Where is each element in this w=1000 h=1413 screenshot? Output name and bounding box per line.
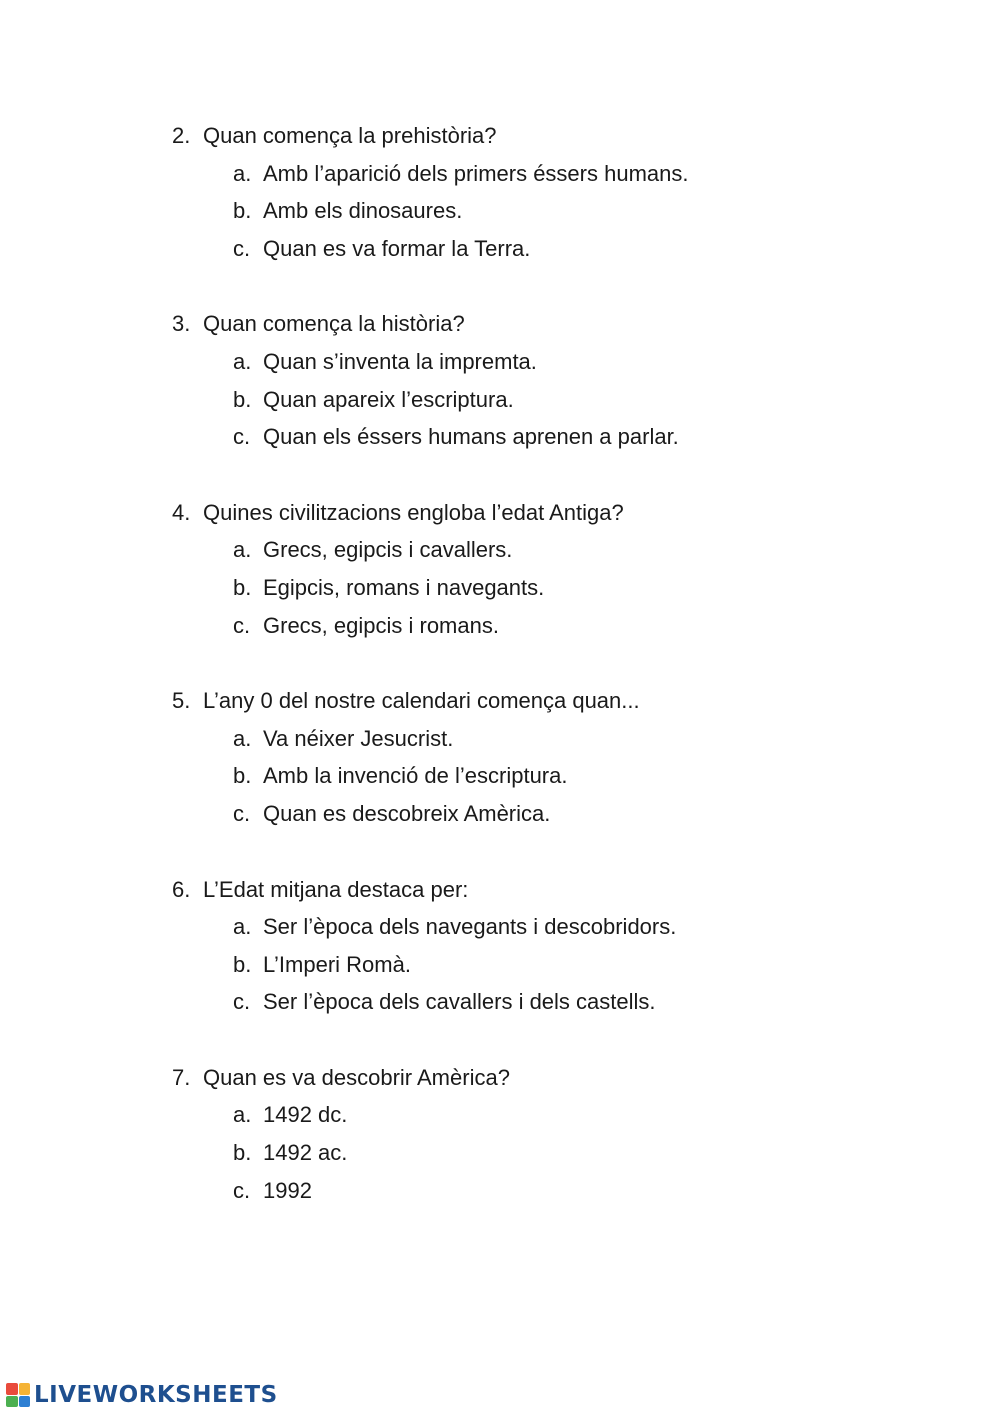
- answer-option[interactable]: [233, 418, 932, 456]
- answer-options: [172, 1096, 932, 1209]
- option-letter: a.: [233, 160, 252, 186]
- option-letter: a.: [233, 348, 252, 374]
- liveworksheets-logo[interactable]: [6, 1380, 278, 1410]
- answer-option[interactable]: [233, 569, 932, 607]
- answer-option[interactable]: [233, 1172, 932, 1210]
- logo-text: LIVEWORKSHEETS: [34, 1382, 278, 1408]
- option-letter: b.: [233, 386, 252, 412]
- answer-option[interactable]: [233, 757, 932, 795]
- option-letter: a.: [233, 537, 252, 563]
- liveworksheets-logo-icon: [6, 1383, 30, 1407]
- question-line: [172, 871, 932, 909]
- option-text: Quan els éssers humans aprenen a parlar.: [263, 424, 679, 450]
- option-text: Quan es descobreix Amèrica.: [263, 800, 551, 826]
- logo-square: [19, 1396, 31, 1408]
- answer-option[interactable]: [233, 795, 932, 833]
- option-text: L’Imperi Romà.: [263, 951, 411, 977]
- answer-option[interactable]: [233, 155, 932, 193]
- question-number: 2.: [172, 123, 191, 148]
- answer-option[interactable]: [233, 381, 932, 419]
- question-line: [172, 494, 932, 532]
- question-number: 3.: [172, 311, 191, 337]
- option-letter: c.: [233, 612, 251, 638]
- option-letter: c.: [233, 800, 251, 826]
- question-block: [172, 117, 932, 267]
- answer-option[interactable]: [233, 1096, 932, 1134]
- option-letter: a.: [233, 1102, 252, 1128]
- logo-square: [6, 1396, 18, 1408]
- question-line: [172, 1059, 932, 1097]
- question-number: 5.: [172, 688, 191, 714]
- question-line: [172, 682, 932, 720]
- question-number: 7.: [172, 1064, 191, 1090]
- answer-options: [172, 720, 932, 833]
- option-letter: a.: [233, 914, 252, 940]
- option-text: Quan apareix l’escriptura.: [263, 386, 514, 412]
- answer-option[interactable]: [233, 720, 932, 758]
- question-number: 6.: [172, 876, 191, 902]
- question-number: 4.: [172, 499, 191, 525]
- option-text: Va néixer Jesucrist.: [263, 725, 454, 751]
- option-letter: c.: [233, 424, 251, 450]
- option-letter: b.: [233, 198, 252, 224]
- answer-option[interactable]: [233, 983, 932, 1021]
- option-letter: c.: [233, 235, 251, 261]
- option-text: 1492 ac.: [263, 1140, 348, 1166]
- question-text: Quines civilitzacions engloba l’edat Antiga?: [203, 499, 624, 525]
- question-block: [172, 1059, 932, 1209]
- question-list: [172, 117, 932, 1247]
- question-line: [172, 117, 932, 155]
- option-letter: c.: [233, 1177, 251, 1203]
- answer-option[interactable]: [233, 1134, 932, 1172]
- answer-option[interactable]: [233, 531, 932, 569]
- option-letter: c.: [233, 989, 251, 1015]
- answer-option[interactable]: [233, 343, 932, 381]
- option-letter: b.: [233, 574, 252, 600]
- option-text: Grecs, egipcis i romans.: [263, 612, 499, 638]
- question-block: [172, 682, 932, 832]
- option-text: Ser l’època dels navegants i descobridors.: [263, 914, 677, 940]
- answer-option[interactable]: [233, 908, 932, 946]
- answer-options: [172, 908, 932, 1021]
- question-block: [172, 494, 932, 644]
- answer-option[interactable]: [233, 192, 932, 230]
- option-text: Quan es va formar la Terra.: [263, 235, 531, 261]
- question-text: L’any 0 del nostre calendari comença quan...: [203, 688, 640, 714]
- option-text: Amb la invenció de l’escriptura.: [263, 763, 568, 789]
- logo-square: [6, 1383, 18, 1395]
- question-text: Quan es va descobrir Amèrica?: [203, 1064, 510, 1090]
- option-text: Ser l’època dels cavallers i dels castells.: [263, 989, 656, 1015]
- option-letter: b.: [233, 1140, 252, 1166]
- answer-option[interactable]: [233, 230, 932, 268]
- logo-square: [19, 1383, 31, 1395]
- answer-options: [172, 343, 932, 456]
- option-text: 1492 dc.: [263, 1102, 348, 1128]
- answer-option[interactable]: [233, 607, 932, 645]
- option-text: Quan s’inventa la impremta.: [263, 348, 537, 374]
- question-line: [172, 305, 932, 343]
- option-text: Grecs, egipcis i cavallers.: [263, 537, 513, 563]
- option-text: Amb l’aparició dels primers éssers humans.: [263, 160, 689, 186]
- option-letter: b.: [233, 763, 252, 789]
- question-text: Quan comença la història?: [203, 311, 465, 337]
- option-letter: b.: [233, 951, 252, 977]
- question-block: [172, 305, 932, 455]
- option-text: 1992: [263, 1177, 312, 1203]
- answer-options: [172, 531, 932, 644]
- answer-options: [172, 155, 932, 268]
- question-block: [172, 871, 932, 1021]
- option-text: Amb els dinosaures.: [263, 198, 463, 224]
- option-text: Egipcis, romans i navegants.: [263, 574, 545, 600]
- answer-option[interactable]: [233, 946, 932, 984]
- question-text: L’Edat mitjana destaca per:: [203, 876, 469, 902]
- question-text: Quan comença la prehistòria?: [203, 123, 497, 148]
- option-letter: a.: [233, 725, 252, 751]
